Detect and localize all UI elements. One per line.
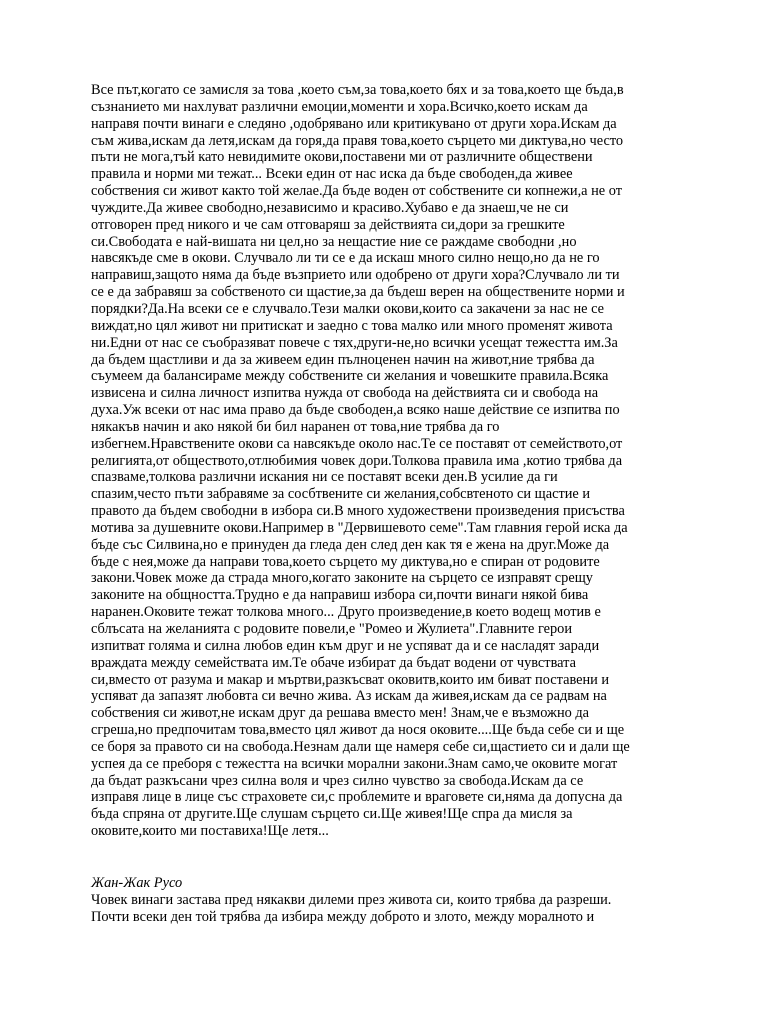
text-line: сблъсата на желанията с родовите повели,е "Ромео и Жулиета".Главните герои <box>91 621 573 637</box>
text-line: спазим,често пъти забравяме за сосбтвените си желания,собсвтеното си щастие и <box>91 486 591 503</box>
text-line: извисена и силна личност изпитва нужда от свобода на действията си и свобода на <box>91 385 599 402</box>
text-line: да бъдем щастливи и да за живеем един пълноценен начин на живот,ние трябва да <box>91 351 595 368</box>
text-line: чуждите.Да живее свободно,независимо и красиво.Хубаво е да знаеш,че не си <box>91 199 569 216</box>
text-line: навсякъде сме в окови. Случвало ли ти се е да искаш много силно нещо,но да не го <box>91 250 600 267</box>
text-line: бъде с нея,може да направи това,което сърцето му диктува,но е спиран от родовите <box>91 553 600 570</box>
text-line: съзнанието ми нахлуват различни емоции,моменти и хора.Всичко,което искам да <box>91 98 588 115</box>
text-line: успея да се преборя с тежестта на всички морални закони.Знам само,че оковите могат <box>91 755 618 772</box>
text-line: бъда спряна от другите.Ще слушам сърцето си.Ще живея!Ще спра да мисля за <box>91 806 573 823</box>
text-line: собствения си живот както той желае.Да бъде воден от собствените си копнежи,а не от <box>91 183 623 200</box>
text-line: ни.Едни от нас се съобразяват повече с тях,други-не,но всички усещат тежестта им.За <box>91 334 618 351</box>
text-line: правото да бъдем свободни в избора си.В много художествени произведения присъства <box>91 503 625 520</box>
text-line: се е да забравяш за собственото си щастие,за да бъдеш верен на обществените норми и <box>91 284 625 301</box>
text-line: си.Свободата е най-вишата ни цел,но за нещастие ние се раждаме свободни ,но <box>91 233 577 250</box>
text-line: бъде със Силвина,но е принуден да гледа ден след ден как тя е жена на друг.Може да <box>91 536 610 553</box>
text-line: направя почти винаги е следяно ,одобрявано или критикувано от други хора.Искам да <box>91 115 617 132</box>
text-line: някакъв начин и ако някой би бил наранен от това,ние трябва да го <box>91 418 500 435</box>
text-line: успяват да запазят любовта си вечно жива. Аз искам да живея,искам да се радвам на <box>91 688 607 705</box>
text-line: порядки?Да.На всеки се е случвало.Тези малки окови,които са закачени за нас не се <box>91 300 604 317</box>
text-line: мотива за душевните окови.Например в "Дервишевото семе".Там главния герой иска да <box>91 519 628 536</box>
text-line: избегнем.Нравствените окови са навсякъде около нас.Те се поставят от семейството,от <box>91 435 623 452</box>
text-line: закони.Човек може да страда много,когато законите на сърцето се изправят срещу <box>91 570 593 587</box>
text-line: законите на общността.Трудно е да направиш избора си,почти винаги някой бива <box>91 587 589 604</box>
text-line: сгреша,но предпочитам това,вместо цял живот да нося оковите....Ще бъда себе си и ще <box>91 722 625 739</box>
text-line: наранен.Оковите тежат толкова много... Друго произведение,в което водещ мотив е <box>91 604 601 621</box>
text-line: изпитват голяма и силна любов един към друг и не успяват да и се насладят заради <box>91 637 600 654</box>
text-line: Все път,когато се замисля за това ,което съм,за това,което бях и за това,което ще бъда,в <box>91 82 624 98</box>
text-line: оковите,които ми поставиха!Ще летя... <box>91 823 329 840</box>
text-line: съм жива,искам да летя,искам да горя,да правя това,което сърцето ми диктува,но често <box>91 132 624 149</box>
text-line: враждата между семействата им.Те обаче избират да бъдат водени от чувствата <box>91 654 576 671</box>
text-line: духа.Уж всеки от нас има право да бъде свободен,а всяко наше действие се изпитва по <box>91 402 620 419</box>
text-line: Почти всеки ден той трябва да избира между доброто и злото, между моралното и <box>91 908 595 925</box>
text-line: пъти не мога,тъй като невидимите окови,поставени ми от различните обществени <box>91 149 593 166</box>
text-line: виждат,но цял живот ни притискат и заедно с това малко или много променят живота <box>91 317 613 334</box>
text-line: собствения си живот,не искам друг да решава вместо мен! Знам,че е възможно да <box>91 705 590 722</box>
text-line: религията,от обществото,отлюбимия човек дори.Толкова правила има ,котио трябва да <box>91 452 623 469</box>
text-line: да бъдат разкъсани чрез силна воля и чрез силно чувство за свобода.Искам да се <box>91 772 584 789</box>
text-line: си,вместо от разума и макар и мъртви,разкъсват оковитв,които им биват поставени и <box>91 671 610 688</box>
text-line: Човек винаги застава пред някакви дилеми през живота си, които трябва да разреши. <box>91 891 612 908</box>
text-line: се боря за правото си на свобода.Незнам дали ще намеря себе си,щастието си и дали ще <box>91 738 630 755</box>
text-line: съумеем да балансираме между собствените си желания и човешките правила.Всяка <box>91 368 609 385</box>
second-section <box>91 875 691 926</box>
text-line: отговорен пред никого и че сам отговаряш за действията си,дори за грешките <box>91 216 565 233</box>
second-text <box>91 892 691 926</box>
essay-text <box>91 82 684 840</box>
text-line: правила и норми ми тежат... Всеки един от нас иска да бъде свободен,да живее <box>91 166 573 183</box>
text-line: направиш,защото няма да бъде възприето или одобрено от други хора?Случвало ли ти <box>91 267 620 284</box>
author-name: Жан-Жак Русо <box>91 875 183 891</box>
text-line: спазваме,толкова различни искания ни се поставят всеки ден.В усилие да ги <box>91 469 558 486</box>
text-line: изправя лице в лице със страховете си,с проблемите и враговете си,няма да допусна да <box>91 789 623 806</box>
